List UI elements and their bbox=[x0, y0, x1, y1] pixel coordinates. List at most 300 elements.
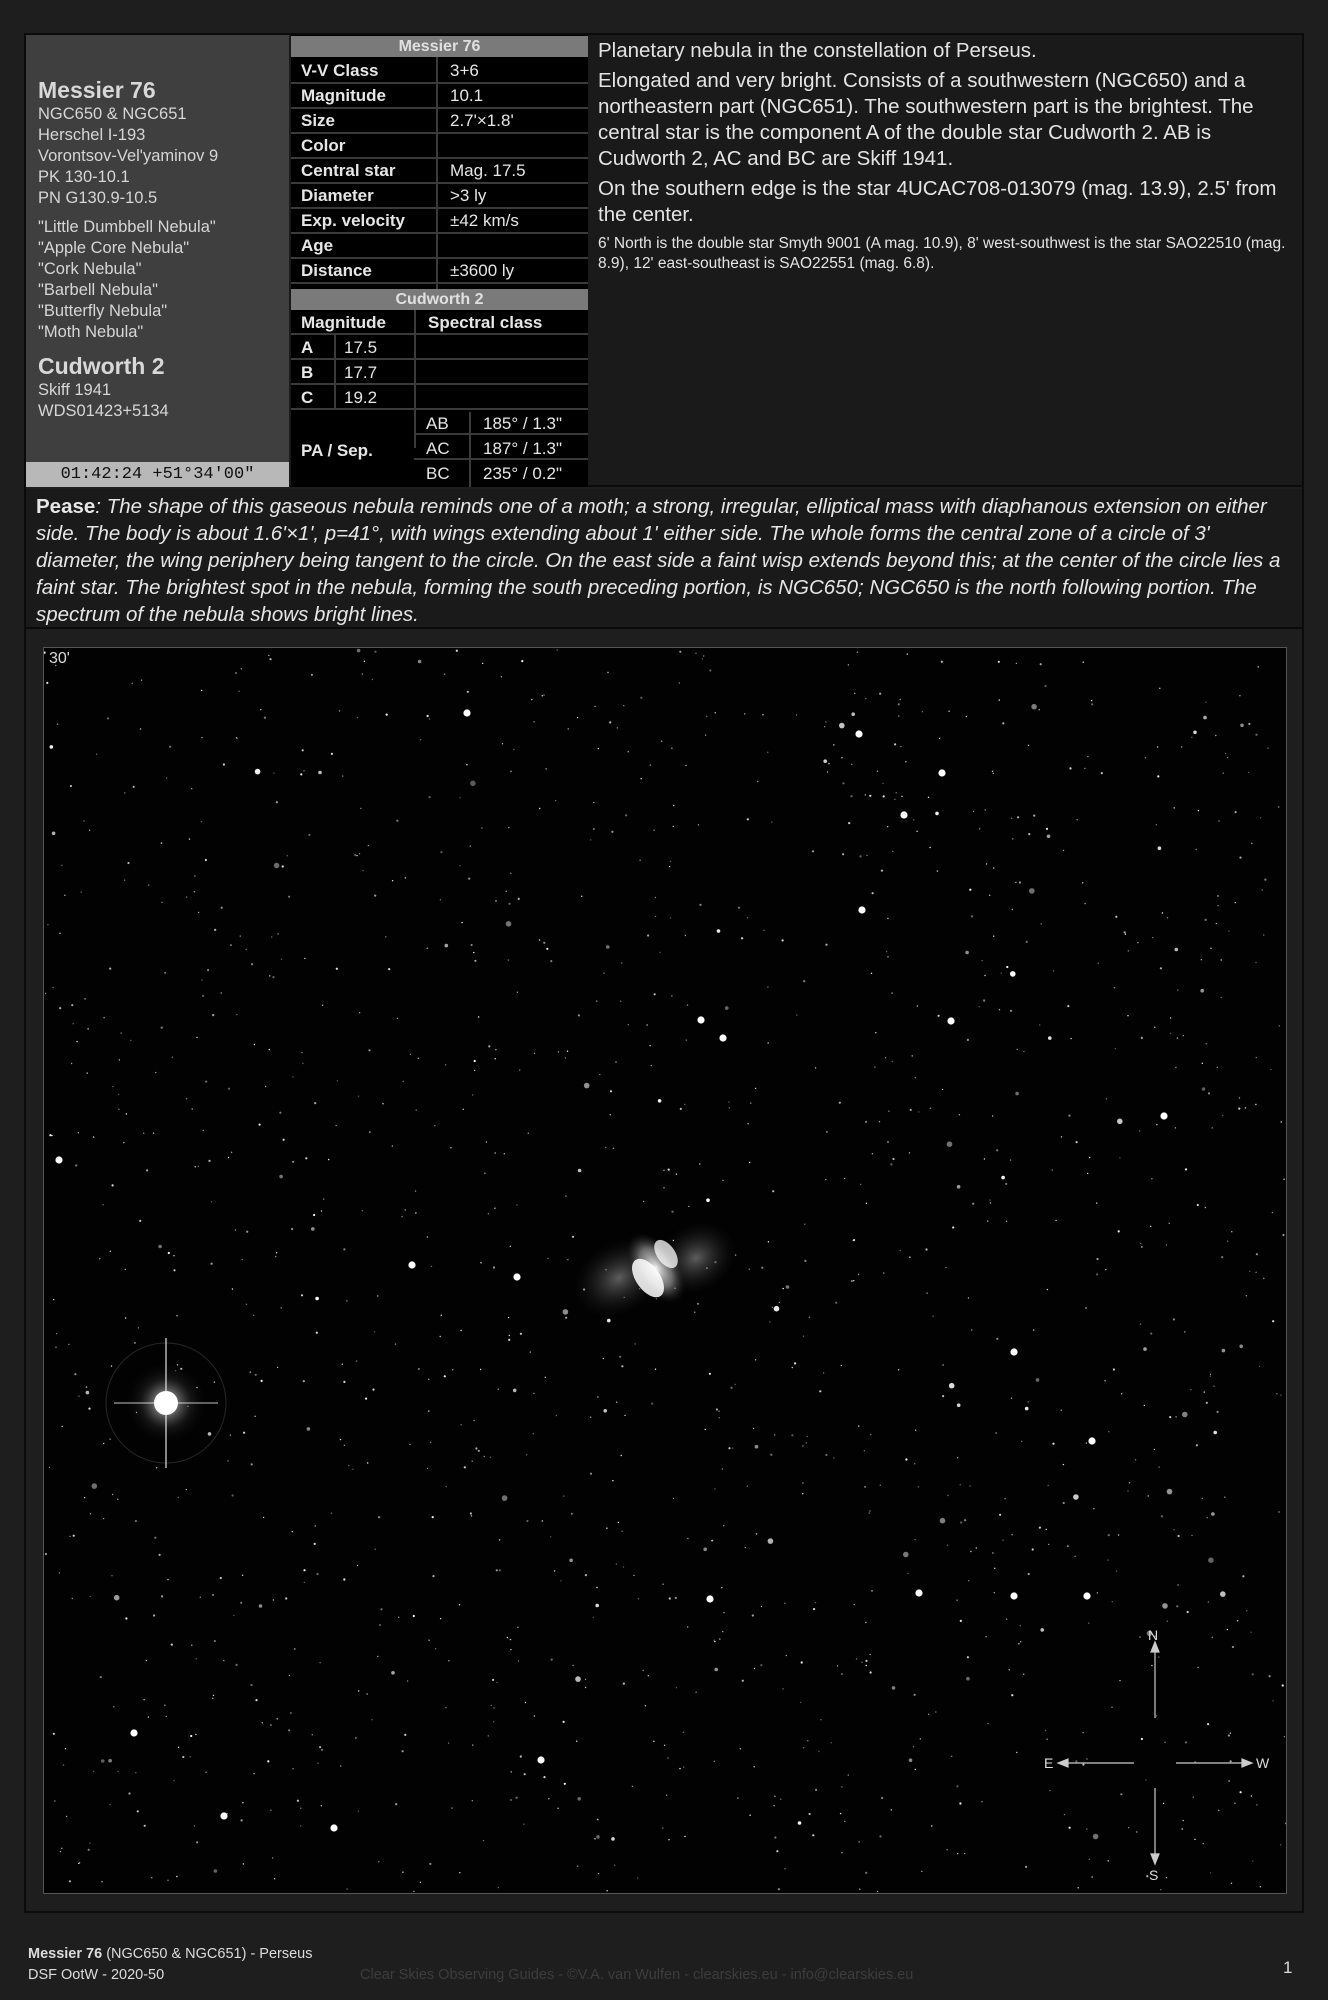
star bbox=[87, 1028, 88, 1029]
star bbox=[638, 1598, 639, 1599]
star bbox=[321, 1749, 323, 1751]
star bbox=[964, 1519, 966, 1521]
star bbox=[594, 706, 595, 707]
star bbox=[1020, 1641, 1021, 1642]
star bbox=[663, 1187, 664, 1188]
star bbox=[1108, 1431, 1109, 1432]
star bbox=[1139, 1636, 1140, 1637]
star bbox=[687, 1538, 688, 1539]
star bbox=[1077, 819, 1078, 820]
star bbox=[722, 1631, 723, 1632]
star bbox=[730, 1387, 732, 1389]
star bbox=[356, 855, 357, 856]
star bbox=[1105, 1269, 1106, 1270]
star bbox=[377, 1295, 378, 1296]
star bbox=[779, 1302, 780, 1303]
star bbox=[617, 727, 618, 728]
star bbox=[824, 726, 825, 727]
star bbox=[869, 795, 871, 797]
star bbox=[508, 1317, 509, 1318]
star bbox=[870, 1654, 871, 1655]
star bbox=[482, 663, 483, 664]
star bbox=[931, 1825, 932, 1826]
star bbox=[791, 1434, 793, 1436]
star bbox=[623, 1683, 625, 1685]
star-name: Cudworth 2 bbox=[38, 353, 165, 379]
star bbox=[628, 1024, 629, 1025]
star bbox=[262, 1722, 263, 1723]
star bbox=[903, 1552, 909, 1558]
star bbox=[404, 1734, 406, 1736]
star bbox=[655, 916, 656, 917]
star bbox=[598, 1873, 599, 1874]
star bbox=[737, 1797, 738, 1798]
star bbox=[233, 1615, 234, 1616]
star bbox=[1115, 1048, 1116, 1049]
star bbox=[1012, 909, 1013, 910]
star bbox=[398, 1617, 399, 1618]
star bbox=[1082, 1732, 1083, 1733]
bright-star bbox=[106, 1338, 226, 1468]
star bbox=[1260, 1886, 1261, 1887]
star bbox=[888, 1111, 889, 1112]
star bbox=[1245, 1107, 1246, 1108]
star bbox=[1259, 1366, 1260, 1367]
star bbox=[125, 1617, 127, 1619]
star bbox=[894, 799, 895, 800]
star bbox=[1203, 1843, 1204, 1844]
star bbox=[346, 1888, 347, 1889]
star bbox=[315, 1297, 319, 1301]
star bbox=[212, 1698, 213, 1699]
star bbox=[807, 1740, 808, 1741]
star bbox=[839, 723, 845, 729]
star bbox=[837, 1665, 838, 1666]
star bbox=[243, 1432, 245, 1434]
star bbox=[1067, 1545, 1068, 1546]
star bbox=[84, 1497, 85, 1498]
star bbox=[259, 1604, 263, 1608]
star bbox=[771, 821, 772, 822]
star bbox=[989, 895, 990, 896]
star bbox=[1151, 1665, 1152, 1666]
star bbox=[1190, 1389, 1191, 1390]
star bbox=[565, 1317, 567, 1319]
star bbox=[841, 1852, 842, 1853]
star bbox=[756, 1533, 757, 1534]
star bbox=[1039, 709, 1040, 710]
star bbox=[750, 1102, 751, 1103]
identification-panel bbox=[26, 35, 289, 487]
star bbox=[291, 1228, 293, 1230]
star bbox=[486, 1141, 487, 1142]
star-field-svg bbox=[44, 648, 1287, 1894]
star bbox=[1020, 1625, 1021, 1626]
star bbox=[729, 1107, 730, 1108]
star bbox=[543, 942, 545, 944]
star bbox=[440, 851, 442, 853]
star bbox=[321, 1210, 322, 1211]
star bbox=[1150, 1333, 1152, 1335]
star bbox=[435, 1648, 436, 1649]
star bbox=[1256, 1804, 1257, 1805]
star bbox=[205, 859, 207, 861]
coordinates: 01:42:24 +51°34'00" bbox=[26, 462, 289, 487]
star bbox=[593, 828, 594, 829]
star bbox=[1212, 1127, 1213, 1128]
star bbox=[114, 1595, 120, 1601]
star bbox=[883, 1272, 884, 1273]
star bbox=[176, 1315, 177, 1316]
star bbox=[385, 936, 386, 937]
bright-star-point bbox=[130, 1729, 137, 1736]
divider bbox=[291, 383, 588, 385]
star-label: C bbox=[301, 388, 314, 407]
star bbox=[1096, 1273, 1098, 1275]
star bbox=[709, 1373, 711, 1375]
star bbox=[740, 1748, 741, 1749]
star bbox=[932, 1316, 933, 1317]
star bbox=[172, 1057, 173, 1058]
star bbox=[413, 1615, 415, 1617]
star bbox=[1088, 1622, 1089, 1623]
pease-label: Pease bbox=[36, 495, 96, 518]
star bbox=[504, 1153, 505, 1154]
star bbox=[1196, 849, 1197, 850]
bright-star-point bbox=[1010, 1592, 1017, 1599]
star bbox=[474, 1060, 476, 1062]
star bbox=[337, 1080, 338, 1081]
star bbox=[719, 1638, 720, 1639]
star bbox=[572, 1236, 574, 1238]
star bbox=[463, 1109, 464, 1110]
star bbox=[198, 1166, 199, 1167]
star bbox=[1207, 1723, 1209, 1725]
star bbox=[89, 830, 90, 831]
star bbox=[898, 1369, 899, 1370]
star bbox=[506, 921, 512, 927]
star bbox=[88, 1849, 90, 1851]
star bbox=[154, 1537, 156, 1539]
star bbox=[202, 995, 204, 997]
star bbox=[64, 895, 65, 896]
star bbox=[695, 653, 696, 654]
star bbox=[749, 1162, 750, 1163]
star bbox=[599, 1074, 600, 1075]
star bbox=[1097, 1592, 1098, 1593]
star bbox=[568, 728, 569, 729]
star bbox=[621, 1455, 622, 1456]
star bbox=[794, 1362, 796, 1364]
row-label: V-V Class bbox=[301, 61, 379, 80]
star bbox=[578, 1014, 580, 1016]
data-table bbox=[291, 35, 588, 487]
star bbox=[143, 1133, 144, 1134]
star bbox=[1280, 1394, 1281, 1395]
star bbox=[563, 1495, 564, 1496]
star bbox=[493, 1707, 494, 1708]
star bbox=[987, 1723, 988, 1724]
star bbox=[391, 1671, 395, 1675]
compass-north-label: N bbox=[1148, 1627, 1159, 1643]
star bbox=[1069, 767, 1071, 769]
star bbox=[896, 792, 897, 793]
star-magnitude: 17.5 bbox=[344, 338, 378, 357]
star bbox=[269, 975, 270, 976]
star bbox=[510, 1639, 511, 1640]
star bbox=[960, 1620, 962, 1622]
star bbox=[1167, 1489, 1173, 1495]
star bbox=[959, 1114, 960, 1115]
star bbox=[844, 1821, 845, 1822]
star bbox=[297, 1800, 299, 1802]
star bbox=[201, 737, 202, 738]
star bbox=[464, 1466, 466, 1468]
star bbox=[81, 892, 82, 893]
star bbox=[54, 1800, 55, 1801]
star bbox=[784, 1868, 785, 1869]
star bbox=[992, 1552, 993, 1553]
star bbox=[1096, 1202, 1097, 1203]
star bbox=[942, 1089, 943, 1090]
star bbox=[1017, 1049, 1018, 1050]
star bbox=[161, 1027, 163, 1029]
star bbox=[483, 1840, 484, 1841]
star bbox=[112, 1184, 114, 1186]
star bbox=[427, 948, 428, 949]
star bbox=[550, 1536, 551, 1537]
star bbox=[679, 651, 681, 653]
star bbox=[516, 1797, 518, 1799]
star bbox=[1183, 1035, 1184, 1036]
star bbox=[250, 1684, 252, 1686]
star bbox=[543, 1776, 545, 1778]
pair-value: 235° / 0.2" bbox=[483, 464, 562, 483]
star bbox=[558, 1051, 559, 1052]
star bbox=[986, 863, 987, 864]
star bbox=[407, 1680, 408, 1681]
star bbox=[124, 792, 125, 793]
star bbox=[809, 1317, 810, 1318]
star bbox=[73, 1023, 74, 1024]
star bbox=[655, 897, 656, 898]
star bbox=[261, 1380, 263, 1382]
star bbox=[355, 1737, 356, 1738]
star bbox=[420, 1882, 421, 1883]
star bbox=[616, 1563, 617, 1564]
star bbox=[1175, 1127, 1176, 1128]
star bbox=[887, 826, 888, 827]
star bbox=[428, 1640, 429, 1641]
scale-label: 30' bbox=[49, 650, 70, 667]
star bbox=[1025, 1407, 1029, 1411]
star bbox=[1113, 1368, 1115, 1370]
star bbox=[900, 746, 901, 747]
star bbox=[594, 1838, 595, 1839]
star bbox=[1053, 970, 1054, 971]
star bbox=[117, 1499, 118, 1500]
star bbox=[134, 1342, 135, 1343]
star bbox=[607, 1319, 611, 1323]
bright-star-point bbox=[855, 730, 862, 737]
star bbox=[825, 721, 826, 722]
star bbox=[937, 870, 938, 871]
star bbox=[996, 1149, 998, 1151]
star bbox=[813, 1608, 815, 1610]
star bbox=[823, 759, 827, 763]
star bbox=[66, 1816, 67, 1817]
star bbox=[778, 1888, 780, 1890]
star bbox=[1212, 1637, 1213, 1638]
star bbox=[223, 1660, 224, 1661]
star bbox=[841, 1365, 842, 1366]
star bbox=[135, 1520, 137, 1522]
star bbox=[1175, 1067, 1176, 1068]
star bbox=[1086, 1828, 1087, 1829]
star bbox=[1270, 1069, 1271, 1070]
star bbox=[969, 889, 971, 891]
star bbox=[1115, 916, 1117, 918]
star bbox=[1026, 941, 1028, 943]
star bbox=[488, 1213, 489, 1214]
star bbox=[420, 739, 421, 740]
star bbox=[909, 1152, 910, 1153]
star bbox=[126, 1113, 127, 1114]
star bbox=[1208, 1601, 1209, 1602]
star bbox=[418, 1058, 419, 1059]
star bbox=[1091, 703, 1093, 705]
compass-east-label: E bbox=[1044, 1755, 1054, 1771]
star bbox=[255, 1699, 257, 1701]
star bbox=[318, 771, 322, 775]
star bbox=[1256, 1253, 1258, 1255]
star bbox=[1010, 1159, 1011, 1160]
star bbox=[118, 1109, 119, 1110]
star bbox=[1227, 1629, 1228, 1630]
star bbox=[235, 672, 236, 673]
star bbox=[292, 1531, 293, 1532]
star bbox=[1198, 810, 1199, 811]
star bbox=[270, 1724, 272, 1726]
star bbox=[227, 1460, 228, 1461]
star bbox=[887, 918, 888, 919]
star bbox=[277, 933, 278, 934]
star bbox=[1076, 1141, 1078, 1143]
star bbox=[659, 952, 660, 953]
star bbox=[754, 1668, 755, 1669]
star bbox=[198, 912, 199, 913]
star bbox=[354, 854, 356, 856]
star bbox=[584, 1083, 590, 1089]
star bbox=[484, 1456, 485, 1457]
star bbox=[1246, 1295, 1247, 1296]
star bbox=[109, 1439, 110, 1440]
star bbox=[859, 855, 861, 857]
star bbox=[1154, 1027, 1155, 1028]
star bbox=[1217, 905, 1218, 906]
star bbox=[240, 1602, 242, 1604]
star bbox=[59, 1007, 61, 1009]
star bbox=[1084, 903, 1085, 904]
star bbox=[111, 1365, 112, 1366]
star bbox=[230, 944, 231, 945]
star bbox=[208, 1432, 212, 1436]
star bbox=[495, 1049, 496, 1050]
star bbox=[402, 1750, 404, 1752]
star bbox=[703, 1548, 707, 1552]
star bbox=[577, 717, 578, 718]
star bbox=[1019, 881, 1021, 883]
star bbox=[1119, 1157, 1120, 1158]
star bbox=[1258, 666, 1259, 667]
star bbox=[431, 1266, 432, 1267]
star bbox=[1023, 1051, 1024, 1052]
star bbox=[498, 1887, 499, 1888]
star bbox=[755, 1445, 759, 1449]
star bbox=[448, 1742, 449, 1743]
star bbox=[892, 1061, 893, 1062]
star bbox=[201, 979, 202, 980]
star bbox=[362, 870, 363, 871]
star bbox=[749, 1269, 750, 1270]
star bbox=[1260, 817, 1261, 818]
star bbox=[706, 716, 707, 717]
star bbox=[277, 1718, 278, 1719]
star bbox=[685, 935, 686, 936]
star bbox=[313, 1214, 315, 1216]
star bbox=[1162, 1603, 1168, 1609]
row-label: Distance bbox=[301, 261, 372, 280]
star bbox=[518, 898, 520, 900]
star bbox=[941, 661, 943, 663]
star bbox=[969, 1485, 970, 1486]
star bbox=[686, 1040, 687, 1041]
star bbox=[839, 1102, 841, 1104]
star bbox=[1252, 1861, 1253, 1862]
star bbox=[73, 1535, 75, 1537]
star bbox=[242, 1575, 243, 1576]
designation: NGC650 & NGC651 bbox=[38, 105, 187, 123]
star bbox=[803, 980, 805, 982]
star bbox=[494, 1208, 495, 1209]
star bbox=[143, 1699, 144, 1700]
star bbox=[1239, 1097, 1240, 1098]
star bbox=[161, 842, 162, 843]
star bbox=[841, 757, 842, 758]
row-label: Diameter bbox=[301, 186, 374, 205]
star bbox=[1145, 1779, 1146, 1780]
star bbox=[502, 743, 503, 744]
star bbox=[1218, 820, 1219, 821]
star bbox=[796, 1014, 797, 1015]
star bbox=[684, 1104, 685, 1105]
star bbox=[528, 1133, 529, 1134]
row-value: 10.1 bbox=[450, 86, 484, 105]
star bbox=[913, 819, 914, 820]
star bbox=[798, 1821, 802, 1825]
star bbox=[1201, 959, 1202, 960]
star bbox=[880, 1485, 881, 1486]
star bbox=[513, 1389, 517, 1393]
star bbox=[1029, 888, 1035, 894]
star bbox=[891, 1809, 892, 1810]
star bbox=[1251, 843, 1252, 844]
star bbox=[214, 929, 216, 931]
star bbox=[468, 878, 470, 880]
star bbox=[367, 1462, 368, 1463]
star bbox=[155, 1072, 156, 1073]
star bbox=[311, 1227, 315, 1231]
